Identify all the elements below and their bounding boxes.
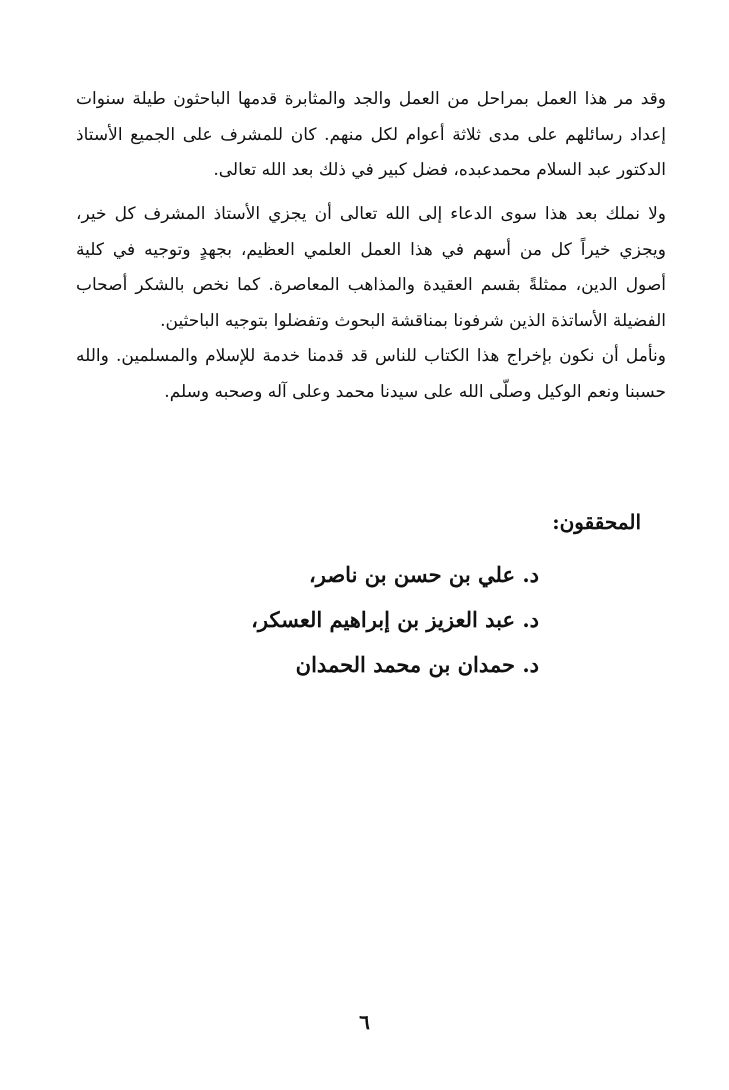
paragraph-text: ونأمل أن نكون بإخراج هذا الكتاب للناس قد قدمنا خدمة للإسلام والمسلمين. والله حسبنا ونعم الوكيل وصلّى الله على سيدنا محمد وعلى آله وصحبه وسلم. [76,346,666,402]
signer-1: د. علي بن حسن بن ناصر، [308,562,539,587]
paragraph-1 [76,82,666,189]
signer-3: د. حمدان بن محمد الحمدان [295,652,539,677]
signers-list [251,555,539,690]
paragraph-3 [76,339,666,410]
page-number: ٦ [359,1010,370,1034]
paragraph-text: ولا نملك بعد هذا سوى الدعاء إلى الله تعالى أن يجزي الأستاذ المشرف كل خير، ويجزي خيراً كل من أسهم في هذا العمل العلمي العظيم، بجهدٍ وتوجيه في كلية أصول الدين، ممثلةً بقسم العقيدة والمذاهب المعاصرة. كما نخص بالشكر أصحاب الفضيلة الأساتذة الذين شرفونا بمناقشة البحوث وتفضلوا بتوجيه الباحثين. [76,204,666,331]
paragraph-2 [76,197,666,339]
paragraph-text: وقد مر هذا العمل بمراحل من العمل والجد والمثابرة قدمها الباحثون طيلة سنوات إعداد رسائلهم على مدى ثلاثة أعوام لكل منهم. كان للمشرف على الجميع الأستاذ الدكتور عبد السلام محمدعبده، فضل كبير في ذلك بعد الله تعالى. [76,89,666,180]
signer-2: د. عبد العزيز بن إبراهيم العسكر، [251,607,539,632]
signers-heading: المحققون: [552,510,641,534]
